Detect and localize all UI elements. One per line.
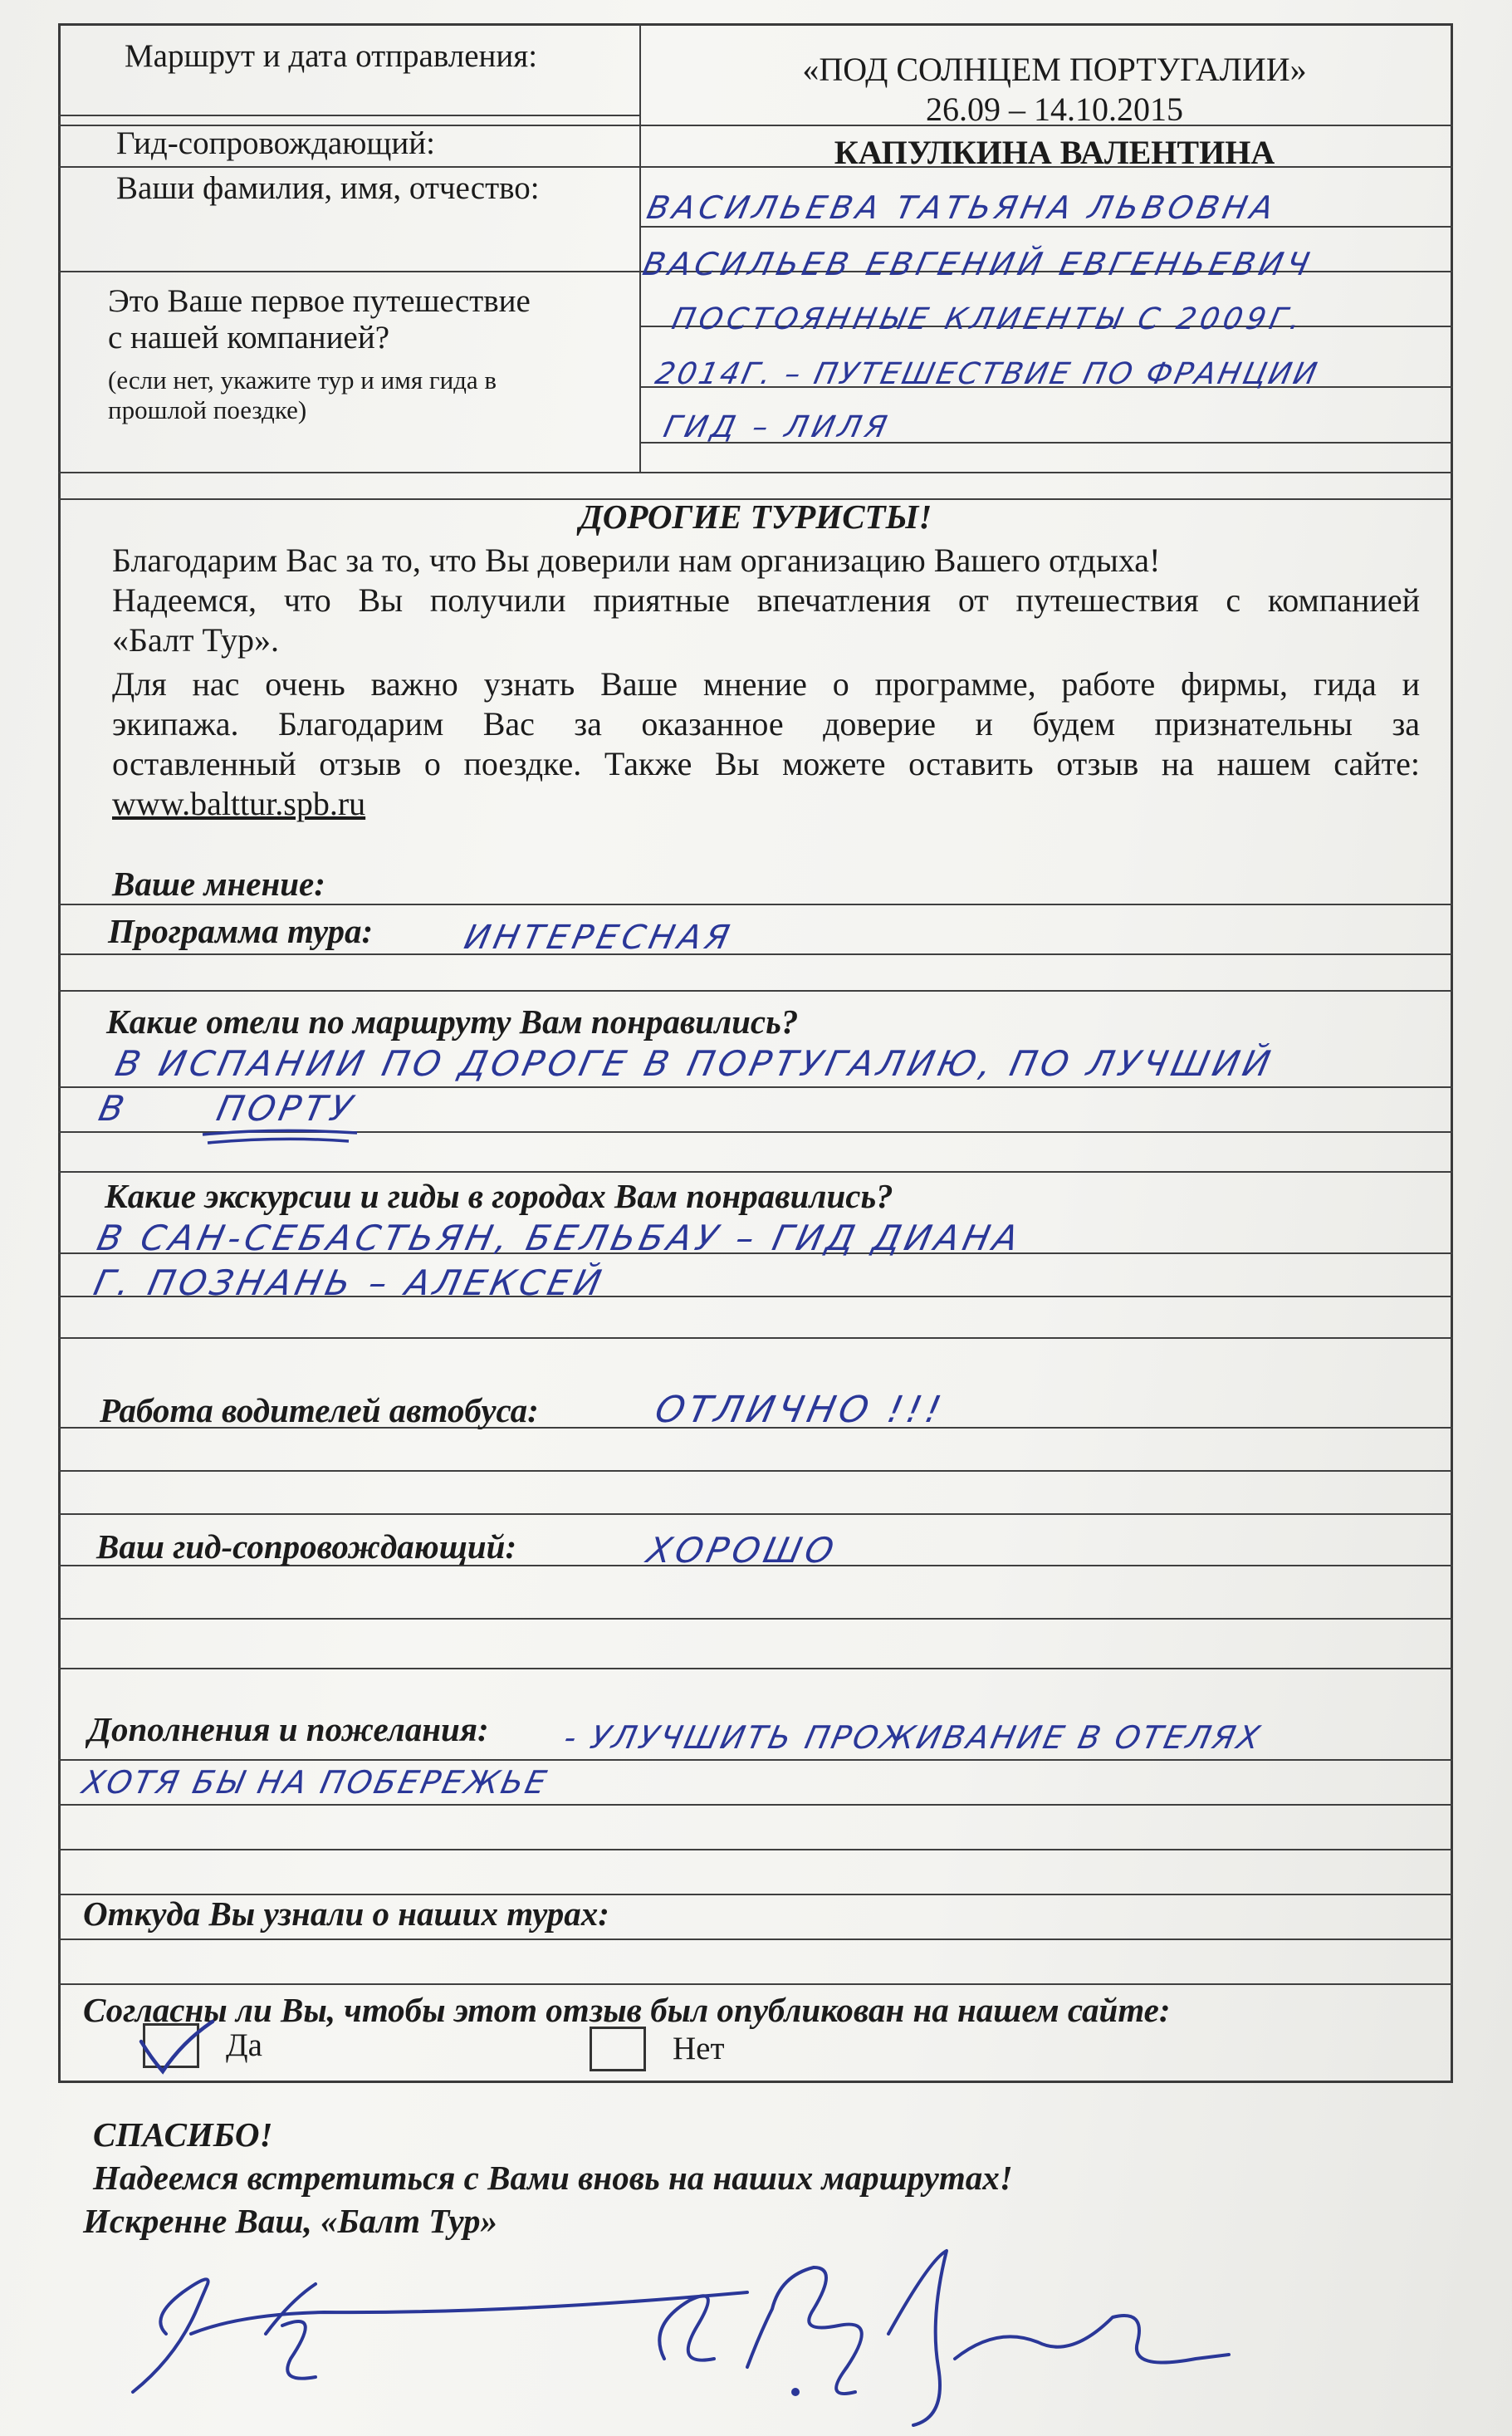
header-divider [639,23,641,472]
rule [58,1804,1453,1806]
first-trip-hint: прошлой поездке) [108,395,307,424]
opinion-heading: Ваше мнение: [112,865,325,903]
route-value: «ПОД СОЛНЦЕМ ПОРТУГАЛИИ» [802,51,1307,88]
wishes-question: Дополнения и пожелания: [88,1710,489,1748]
rule [58,904,1453,905]
handwritten-first-trip: ГИД – ЛИЛЯ [660,410,894,444]
footer-sign: Искренне Ваш, «Балт Тур» [83,2202,497,2240]
rule [58,472,1453,473]
name-label: Ваши фамилия, имя, отчество: [116,170,540,206]
rule [58,1849,1453,1850]
intro-paragraph: экипажа. Благодарим Вас за оказанное доверие и будем признательны за [112,705,1420,743]
rule [58,1470,1453,1472]
handwritten-hotels: ПОРТУ [213,1088,360,1129]
program-question: Программа тура: [108,912,374,950]
handwritten-excursions: В САН-СЕБАСТЬЯН, БЕЛЬБАУ – ГИД ДИАНА [93,1218,1026,1258]
handwritten-first-trip: ПОСТОЯННЫЕ КЛИЕНТЫ С 2009Г. [668,302,1308,336]
consent-question: Согласны ли Вы, чтобы этот отзыв был опубликован на нашем сайте: [83,1991,1171,2029]
intro-paragraph: Для нас очень важно узнать Ваше мнение о программе, работе фирмы, гида и [112,665,1420,703]
drivers-question: Работа водителей автобуса: [100,1391,539,1429]
rule [639,226,1453,228]
rule [58,1939,1453,1940]
footer-thanks: СПАСИБО! [93,2115,273,2154]
handwritten-hotels: В ИСПАНИИ ПО ДОРОГЕ В ПОРТУГАЛИЮ, ПО ЛУЧШИЙ [111,1043,1279,1084]
route-dates: 26.09 – 14.10.2015 [926,91,1183,128]
consent-no-label: Нет [673,2031,725,2066]
guide-value: КАПУЛКИНА ВАЛЕНТИНА [834,134,1275,171]
rule [58,953,1453,955]
rule [58,115,639,116]
rule [58,1618,1453,1620]
route-label: Маршрут и дата отправления: [125,38,538,74]
rule [58,990,1453,992]
footer-hope: Надеемся встретиться с Вами вновь на наших маршрутах! [93,2159,1013,2197]
intro-title: ДОРОГИЕ ТУРИСТЫ! [579,497,932,536]
first-trip-hint: (если нет, укажите тур и имя гида в [108,365,497,395]
handwritten-first-trip: 2014Г. – ПУТЕШЕСТВИЕ ПО ФРАНЦИИ [652,357,1323,391]
intro-paragraph: Надеемся, что Вы получили приятные впечатления от путешествия с компанией [112,581,1420,619]
website-link[interactable]: www.balttur.spb.ru [112,785,366,822]
consent-no-checkbox[interactable] [590,2027,646,2071]
handwritten-name: ВАСИЛЬЕВА ТАТЬЯНА ЛЬВОВНА [643,189,1281,226]
guide-label: Гид-сопровождающий: [116,125,435,161]
handwritten-hotels: В [95,1088,133,1129]
guide-question: Ваш гид-сопровождающий: [96,1527,517,1566]
first-trip-label: с нашей компанией? [108,320,390,355]
source-question: Откуда Вы узнали о наших турах: [83,1894,609,1933]
rule [58,1759,1453,1761]
first-trip-label: Это Ваше первое путешествие [108,283,531,319]
check-mark-icon [133,2017,216,2083]
underline-mark [199,1123,365,1148]
rule [58,1983,1453,1985]
handwritten-program: ИНТЕРЕСНАЯ [461,919,737,957]
intro-paragraph: Благодарим Вас за то, что Вы доверили нам организацию Вашего отдыха! [112,542,1161,579]
handwritten-excursions: Г. ПОЗНАНЬ – АЛЕКСЕЙ [90,1262,609,1303]
rule [58,1171,1453,1173]
handwritten-guide: ХОРОШО [643,1530,842,1571]
rule [58,1513,1453,1515]
rule [58,1668,1453,1669]
excursions-question: Какие экскурсии и гиды в городах Вам понравились? [105,1177,893,1215]
intro-paragraph: оставленный отзыв о поездке. Также Вы можете оставить отзыв на нашем сайте: [112,745,1420,782]
intro-paragraph: «Балт Тур». [112,621,279,659]
rule [58,1337,1453,1339]
consent-yes-label: Да [226,2027,262,2063]
handwritten-name: ВАСИЛЬЕВ ЕВГЕНИЙ ЕВГЕНЬЕВИЧ [639,246,1317,282]
handwritten-wishes: ХОТЯ БЫ НА ПОБЕРЕЖЬЕ [79,1764,552,1801]
handwritten-drivers: ОТЛИЧНО !!! [651,1389,949,1431]
hotels-question: Какие отели по маршруту Вам понравились? [106,1002,799,1041]
signature [116,2234,1262,2434]
handwritten-wishes: - УЛУЧШИТЬ ПРОЖИВАНИЕ В ОТЕЛЯХ [560,1719,1266,1756]
